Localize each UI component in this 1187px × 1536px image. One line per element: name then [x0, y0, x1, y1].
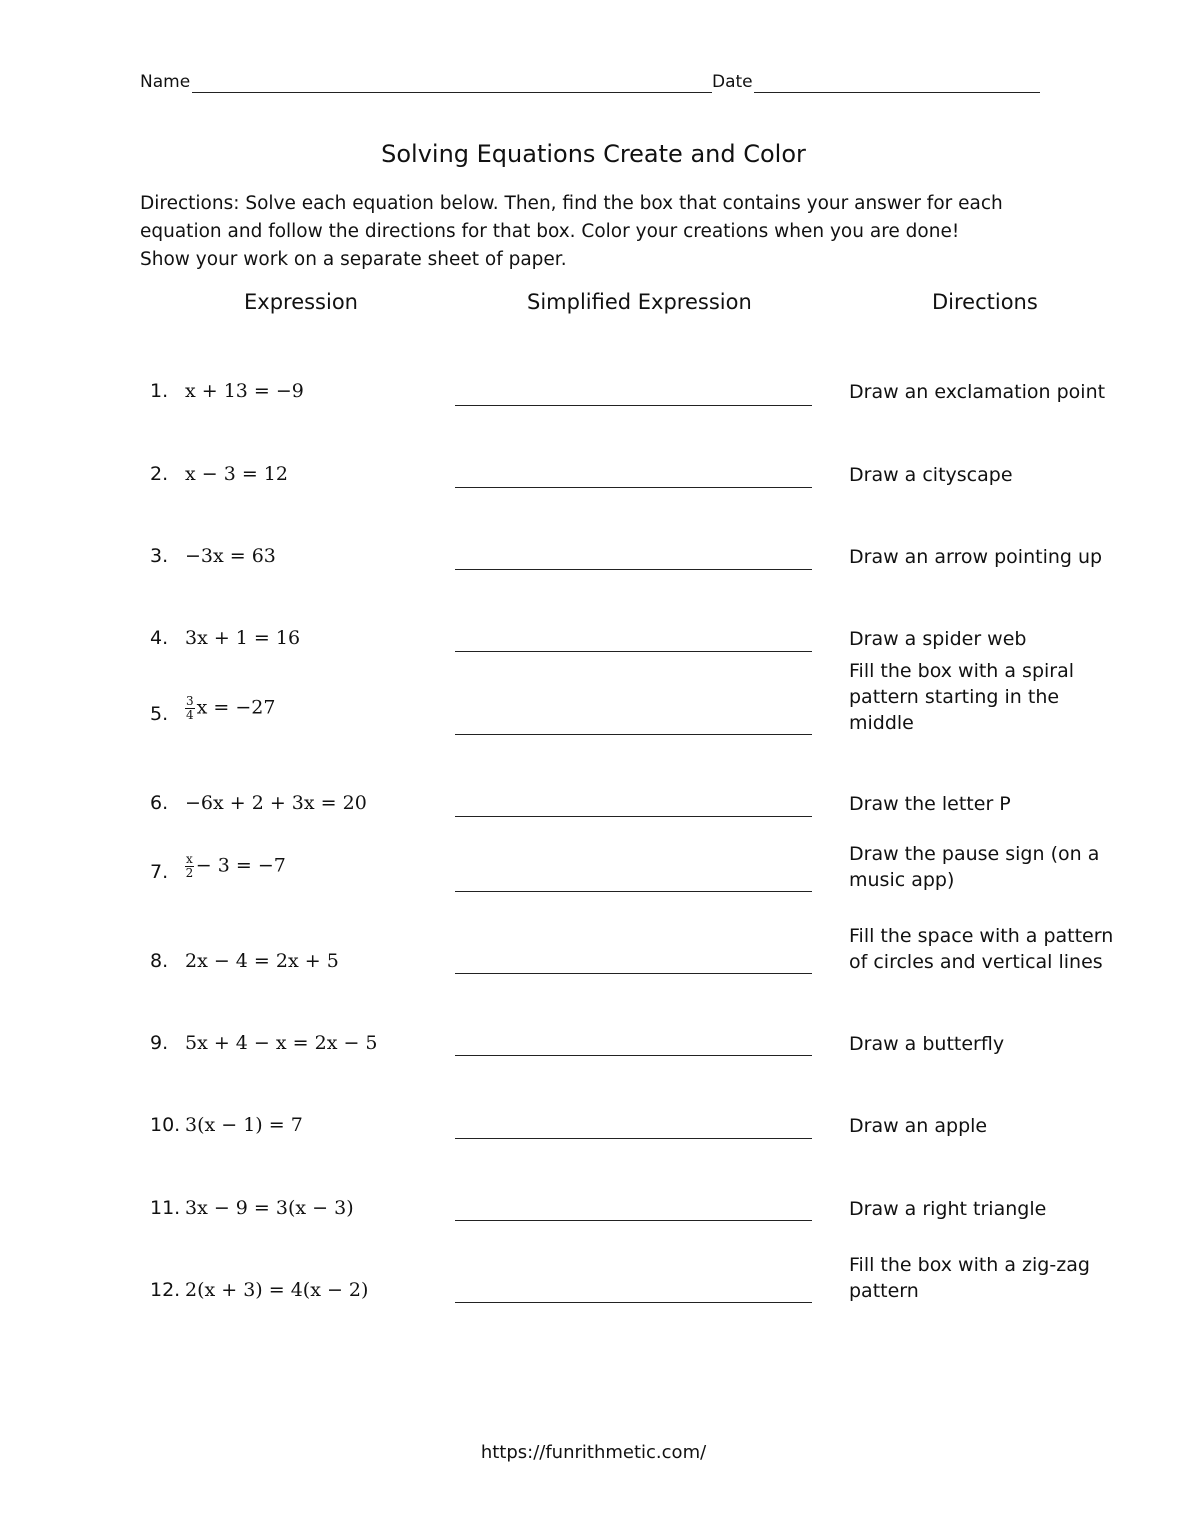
- problem-direction: Draw an arrow pointing up: [849, 546, 1103, 568]
- problem-number: 6.: [150, 792, 169, 814]
- problem-equation: 3x + 1 = 16: [185, 627, 301, 649]
- problem-direction: Draw an exclamation point: [849, 381, 1106, 403]
- problem-direction: Draw a right triangle: [849, 1198, 1047, 1220]
- problem-direction: Draw the letter P: [849, 793, 1011, 815]
- name-blank: [192, 92, 712, 93]
- directions-line-1: Directions: Solve each equation below. Then, find the box that contains your answer for each: [140, 193, 1003, 214]
- directions-line-2: equation and follow the directions for that box. Color your creations when you are done!: [140, 221, 960, 242]
- problem-direction: Draw a spider web: [849, 628, 1027, 650]
- answer-line[interactable]: [455, 1302, 812, 1303]
- problem-direction: Draw an apple: [849, 1115, 988, 1137]
- problem-direction: Draw a cityscape: [849, 464, 1013, 486]
- problem-direction: Draw the pause sign (on a music app): [849, 843, 1100, 891]
- answer-line[interactable]: [455, 973, 812, 974]
- answer-line[interactable]: [455, 569, 812, 570]
- problem-equation: $\frac{3}{4}$ x = −27: [186, 694, 276, 722]
- answer-line[interactable]: [455, 405, 812, 406]
- column-header-expression: Expression: [244, 290, 358, 314]
- answer-line[interactable]: [455, 734, 812, 735]
- problem-number: 5.: [150, 703, 169, 725]
- problem-equation: −6x + 2 + 3x = 20: [185, 792, 367, 814]
- problem-direction: Fill the space with a pattern of circles and vertical lines: [849, 925, 1114, 973]
- answer-line[interactable]: [455, 487, 812, 488]
- problem-number: 10.: [150, 1114, 181, 1136]
- problem-equation: 2(x + 3) = 4(x − 2): [185, 1279, 369, 1301]
- answer-line[interactable]: [455, 1220, 812, 1221]
- fraction: $\frac{3}{4}$: [186, 694, 194, 722]
- problem-number: 2.: [150, 463, 169, 485]
- date-blank: [754, 92, 1040, 93]
- problem-equation: 3(x − 1) = 7: [185, 1114, 303, 1136]
- problem-equation: 3x − 9 = 3(x − 3): [185, 1197, 354, 1219]
- fraction: $\frac{x}{2}$: [185, 852, 194, 880]
- problem-number: 7.: [150, 861, 169, 883]
- problem-direction: Fill the box with a zig-zag pattern: [849, 1254, 1090, 1302]
- problem-equation: 2x − 4 = 2x + 5: [185, 950, 339, 972]
- answer-line[interactable]: [455, 891, 812, 892]
- problem-number: 4.: [150, 627, 169, 649]
- problem-number: 11.: [150, 1197, 181, 1219]
- name-label: Name: [140, 72, 191, 92]
- name-date-header: [140, 70, 1040, 98]
- directions-block: [140, 190, 1040, 274]
- problem-equation: $\frac{x}{2}$ − 3 = −7: [185, 852, 286, 880]
- problem-equation: x + 13 = −9: [185, 380, 304, 402]
- directions-line-3: Show your work on a separate sheet of paper.: [140, 249, 567, 270]
- answer-line[interactable]: [455, 1055, 812, 1056]
- problem-number: 1.: [150, 380, 169, 402]
- problem-direction: Draw a butterfly: [849, 1033, 1005, 1055]
- directions-label: Directions:: [140, 193, 240, 214]
- answer-line[interactable]: [455, 651, 812, 652]
- problem-equation: 5x + 4 − x = 2x − 5: [185, 1032, 378, 1054]
- problem-equation: x − 3 = 12: [185, 463, 288, 485]
- problem-number: 9.: [150, 1032, 169, 1054]
- problem-number: 3.: [150, 545, 169, 567]
- problem-number: 8.: [150, 950, 169, 972]
- problem-equation: −3x = 63: [185, 545, 276, 567]
- date-label: Date: [712, 72, 753, 92]
- answer-line[interactable]: [455, 816, 812, 817]
- answer-line[interactable]: [455, 1138, 812, 1139]
- column-header-directions: Directions: [932, 290, 1038, 314]
- footer-url[interactable]: https://funrithmetic.com/: [480, 1442, 707, 1463]
- problem-direction: Fill the box with a spiral pattern starting in the middle: [849, 660, 1075, 734]
- problem-number: 12.: [150, 1279, 181, 1301]
- column-header-simplified: Simplified Expression: [527, 290, 752, 314]
- worksheet-title: Solving Equations Create and Color: [381, 140, 806, 168]
